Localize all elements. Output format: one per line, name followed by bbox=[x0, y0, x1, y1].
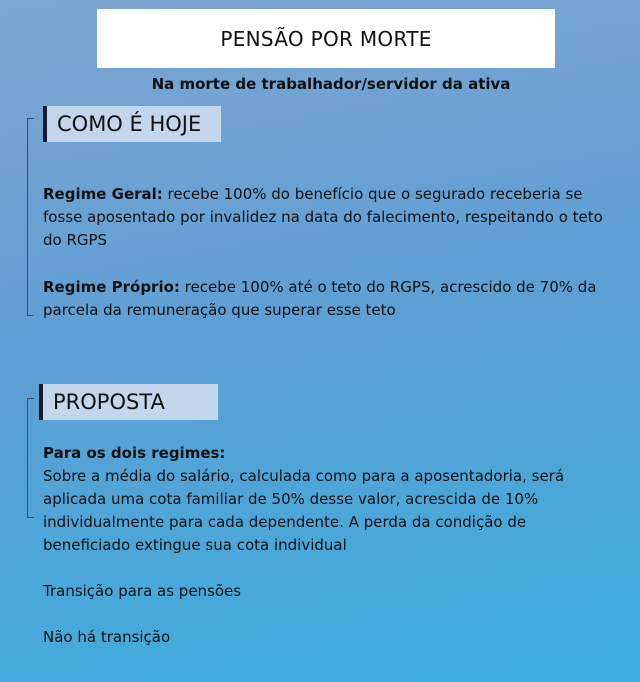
proposal-text: Sobre a média do salário, calculada como para a aposentadoria, será aplicada uma cota familiar de 50% desse valor, acrescida de 10% individualmente para cada dependente. A perda da condição de beneficiado extingue sua cota individual bbox=[43, 467, 565, 554]
regime-proprio-paragraph bbox=[43, 276, 603, 322]
regime-geral-text: recebe 100% do benefício que o segurado receberia se fosse aposentado por invalidez na data do falecimento, respeitando o teto do RGPS bbox=[43, 185, 603, 249]
section-bracket-proposal bbox=[27, 398, 34, 518]
regime-proprio-text: recebe 100% até o teto do RGPS, acrescido de 70% da parcela da remuneração que superar esse teto bbox=[43, 278, 597, 319]
page-title: PENSÃO POR MORTE bbox=[97, 9, 555, 68]
proposal-label: Para os dois regimes: bbox=[43, 444, 226, 462]
transition-label: Transição para as pensões bbox=[43, 582, 242, 600]
regime-geral-label: Regime Geral: bbox=[43, 185, 163, 203]
regime-geral-paragraph bbox=[43, 183, 603, 252]
section-heading-proposal: PROPOSTA bbox=[39, 384, 218, 420]
proposal-paragraph bbox=[43, 442, 603, 557]
section-bracket-current bbox=[27, 118, 34, 316]
transition-text: Não há transição bbox=[43, 628, 171, 646]
section-heading-current: COMO É HOJE bbox=[43, 106, 221, 142]
regime-proprio-label: Regime Próprio: bbox=[43, 278, 180, 296]
page-subtitle: Na morte de trabalhador/servidor da ativa bbox=[151, 75, 511, 93]
